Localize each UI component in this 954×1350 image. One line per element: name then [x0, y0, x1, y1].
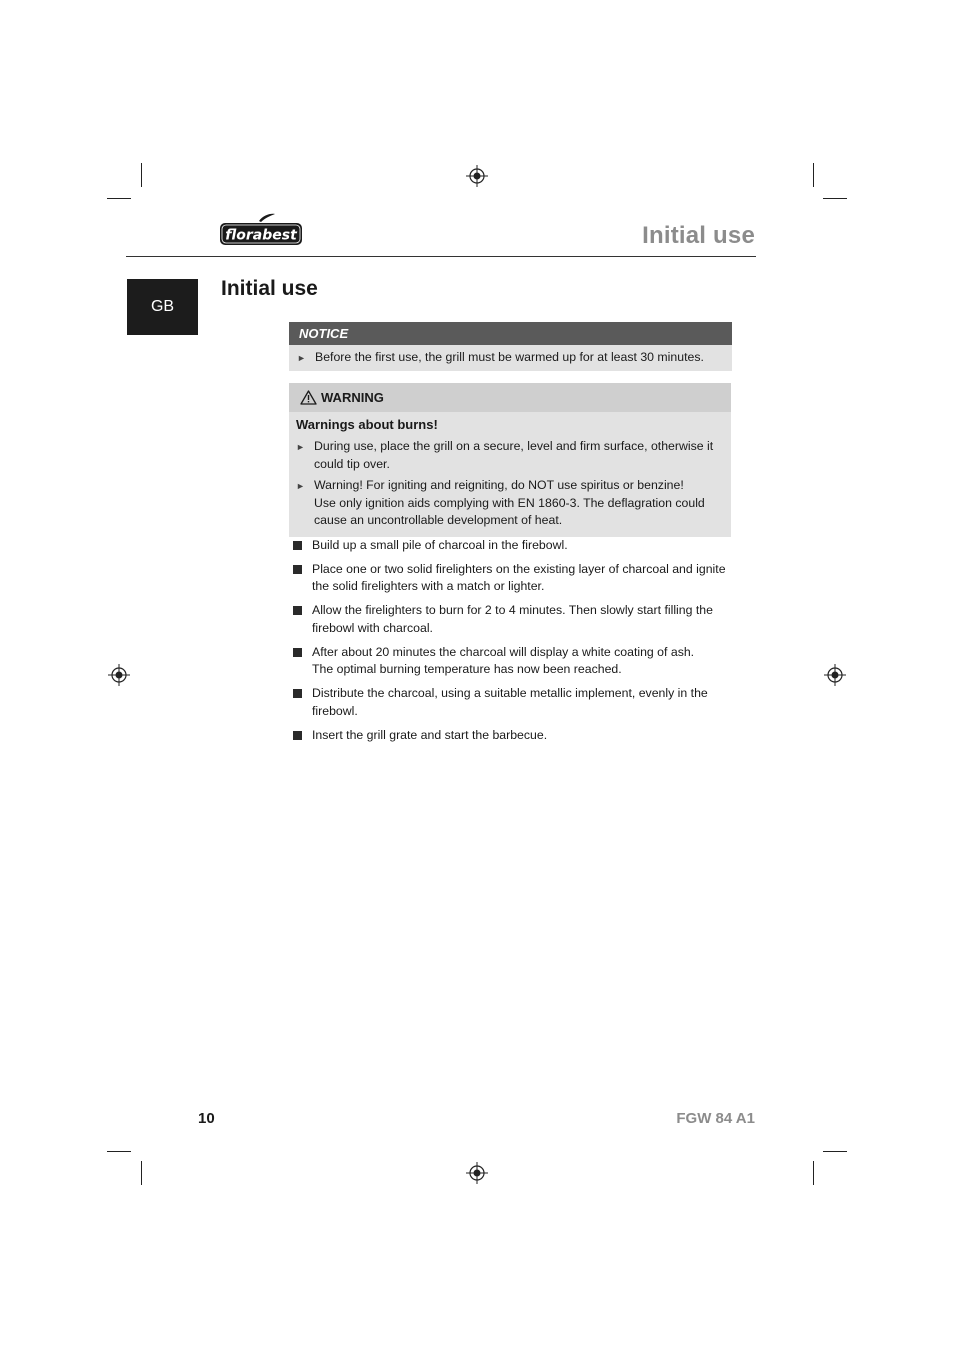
square-bullet-icon	[293, 537, 312, 554]
header-title: Initial use	[642, 222, 755, 249]
registration-mark-icon	[466, 1162, 488, 1184]
crop-mark	[141, 163, 142, 187]
square-bullet-icon	[293, 602, 312, 637]
warning-item-text: Use only ignition aids complying with EN 1860-3. The deflagration could cause an uncontrollable development of heat.	[314, 495, 705, 528]
section-title: Initial use	[221, 277, 318, 300]
warning-header	[289, 383, 731, 412]
step-text: After about 20 minutes the charcoal will display a white coating of ash.	[312, 644, 695, 659]
step-text: Allow the firelighters to burn for 2 to 4 minutes. Then slowly start filling the firebowl with charcoal.	[312, 603, 713, 635]
warning-heading: WARNING	[321, 390, 384, 405]
list-item	[293, 644, 735, 679]
notice-box	[289, 322, 732, 371]
square-bullet-icon	[293, 727, 312, 744]
registration-mark-icon	[824, 664, 846, 686]
list-item	[293, 685, 735, 720]
arrow-icon: ►	[296, 442, 305, 453]
florabest-logo	[219, 213, 303, 247]
notice-heading: NOTICE	[289, 322, 732, 345]
crop-mark	[813, 163, 814, 187]
crop-mark	[107, 198, 131, 199]
notice-item	[289, 345, 732, 371]
registration-mark-icon	[466, 165, 488, 187]
list-item	[293, 537, 735, 554]
list-item	[293, 727, 735, 744]
warning-item	[296, 477, 719, 529]
arrow-icon: ►	[297, 353, 306, 363]
square-bullet-icon	[293, 644, 312, 679]
warning-box	[289, 383, 731, 537]
square-bullet-icon	[293, 561, 312, 596]
step-text: Place one or two solid firelighters on the existing layer of charcoal and ignite the solid firelighters with a match or lighter.	[312, 562, 726, 594]
square-bullet-icon	[293, 685, 312, 720]
warning-item-text: During use, place the grill on a secure, level and firm surface, otherwise it could tip over.	[314, 439, 714, 471]
crop-mark	[823, 198, 847, 199]
list-item	[293, 602, 735, 637]
page-number: 10	[198, 1110, 215, 1127]
crop-mark	[823, 1151, 847, 1152]
step-text: Insert the grill grate and start the barbecue.	[312, 727, 548, 742]
crop-mark	[141, 1161, 142, 1185]
step-text: Distribute the charcoal, using a suitable metallic implement, evenly in the firebowl.	[312, 686, 708, 718]
crop-mark	[813, 1161, 814, 1185]
registration-mark-icon	[108, 664, 130, 686]
warning-subheading: Warnings about burns!	[296, 417, 438, 432]
warning-item-text: Warning! For igniting and reigniting, do NOT use spiritus or benzine!	[314, 478, 684, 493]
arrow-icon: ►	[296, 481, 305, 492]
steps-list	[293, 537, 735, 751]
warning-item	[296, 438, 719, 473]
notice-item-text: Before the first use, the grill must be warmed up for at least 30 minutes.	[315, 350, 704, 364]
list-item	[293, 561, 735, 596]
header-divider	[126, 256, 756, 257]
model-number: FGW 84 A1	[676, 1110, 755, 1127]
step-text: Build up a small pile of charcoal in the firebowl.	[312, 538, 568, 552]
crop-mark	[107, 1151, 131, 1152]
warning-triangle-icon	[300, 390, 317, 405]
svg-text:florabest: florabest	[225, 227, 297, 244]
step-text: The optimal burning temperature has now been reached.	[312, 662, 622, 677]
language-tab: GB	[127, 279, 198, 335]
